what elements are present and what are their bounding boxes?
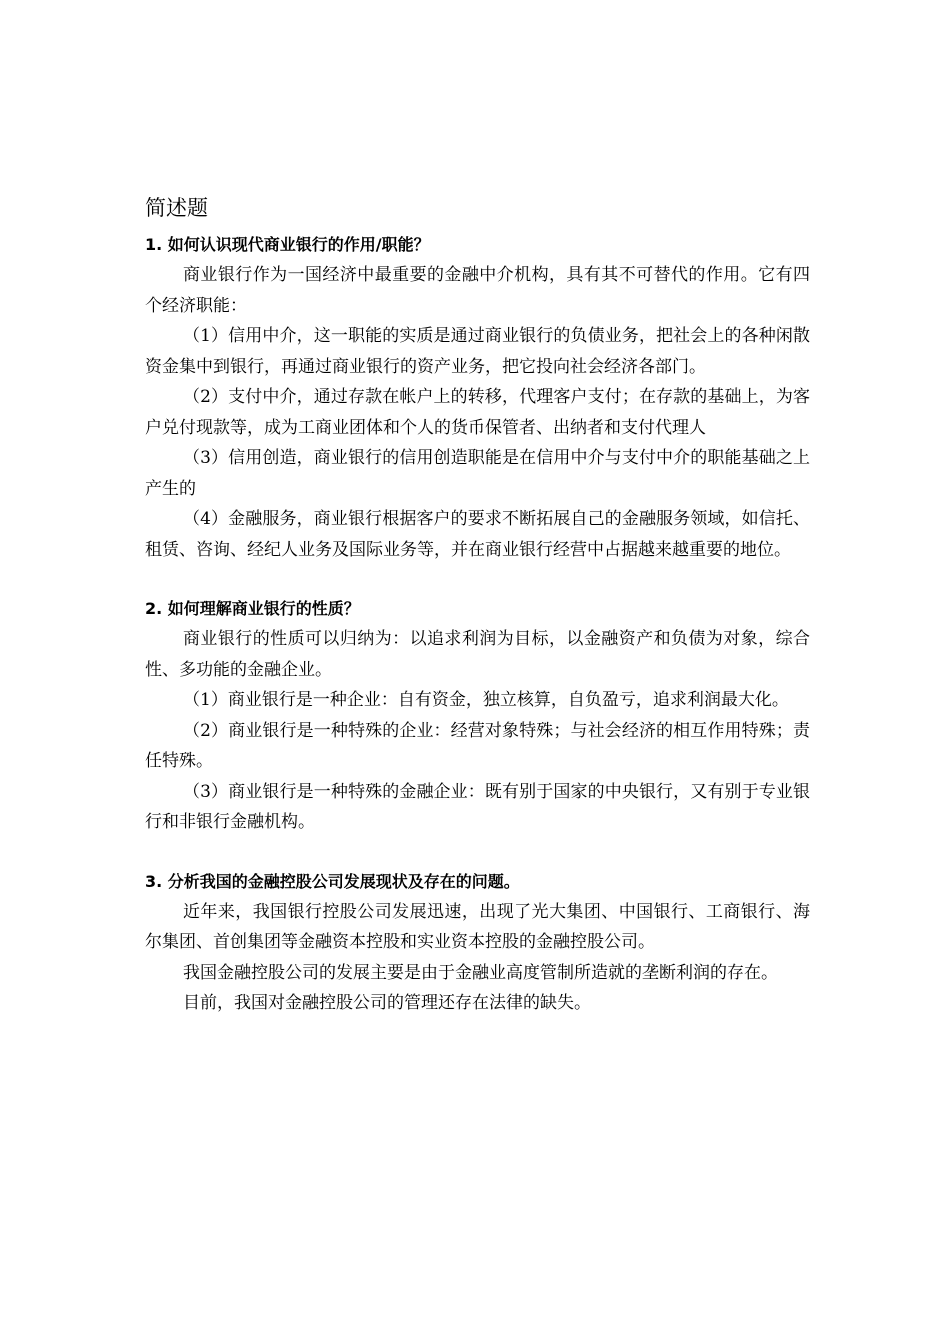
- document-body: [145, 192, 810, 1019]
- paragraph: （2）商业银行是一种特殊的企业：经营对象特殊；与社会经济的相互作用特殊；责任特殊。: [145, 720, 810, 771]
- question-1: [145, 230, 810, 565]
- question-2: [145, 594, 810, 838]
- paragraph: （3）信用创造，商业银行的信用创造职能是在信用中介与支付中介的职能基础之上产生的: [145, 448, 810, 499]
- paragraph: （1）商业银行是一种企业：自有资金，独立核算，自负盈亏，追求利润最大化。: [183, 690, 789, 710]
- paragraph: （2）支付中介，通过存款在帐户上的转移，代理客户支付；在存款的基础上，为客户兑付现款等，成为工商业团体和个人的货币保管者、出纳者和支付代理人: [145, 387, 810, 438]
- paragraph: 商业银行的性质可以归纳为：以追求利润为目标，以金融资产和负债为对象，综合性、多功能的金融企业。: [145, 629, 810, 680]
- paragraph: （4）金融服务，商业银行根据客户的要求不断拓展自己的金融服务领域，如信托、租赁、咨询、经纪人业务及国际业务等，并在商业银行经营中占据越来越重要的地位。: [145, 509, 810, 560]
- spacer: [145, 838, 810, 867]
- paragraph: 目前，我国对金融控股公司的管理还存在法律的缺失。: [183, 993, 591, 1013]
- paragraph: 近年来，我国银行控股公司发展迅速，出现了光大集团、中国银行、工商银行、海尔集团、首创集团等金融资本控股和实业资本控股的金融控股公司。: [145, 901, 810, 952]
- paragraph: （1）信用中介，这一职能的实质是通过商业银行的负债业务，把社会上的各种闲散资金集中到银行，再通过商业银行的资产业务，把它投向社会经济各部门。: [145, 326, 810, 377]
- spacer: [145, 565, 810, 594]
- question-title: 2. 如何理解商业银行的性质？: [145, 599, 360, 618]
- question-title: 3. 分析我国的金融控股公司发展现状及存在的问题。: [145, 871, 520, 891]
- paragraph: 我国金融控股公司的发展主要是由于金融业高度管制所造就的垄断利润的存在。: [183, 962, 778, 983]
- section-title: 简述题: [145, 196, 208, 220]
- paragraph: （3）商业银行是一种特殊的金融企业：既有别于国家的中央银行，又有别于专业银行和非银行金融机构。: [145, 781, 810, 832]
- paragraph: 商业银行作为一国经济中最重要的金融中介机构，具有其不可替代的作用。它有四个经济职能：: [145, 265, 810, 316]
- question-3: [145, 867, 810, 1019]
- question-title: 1. 如何认识现代商业银行的作用/职能？: [145, 235, 430, 254]
